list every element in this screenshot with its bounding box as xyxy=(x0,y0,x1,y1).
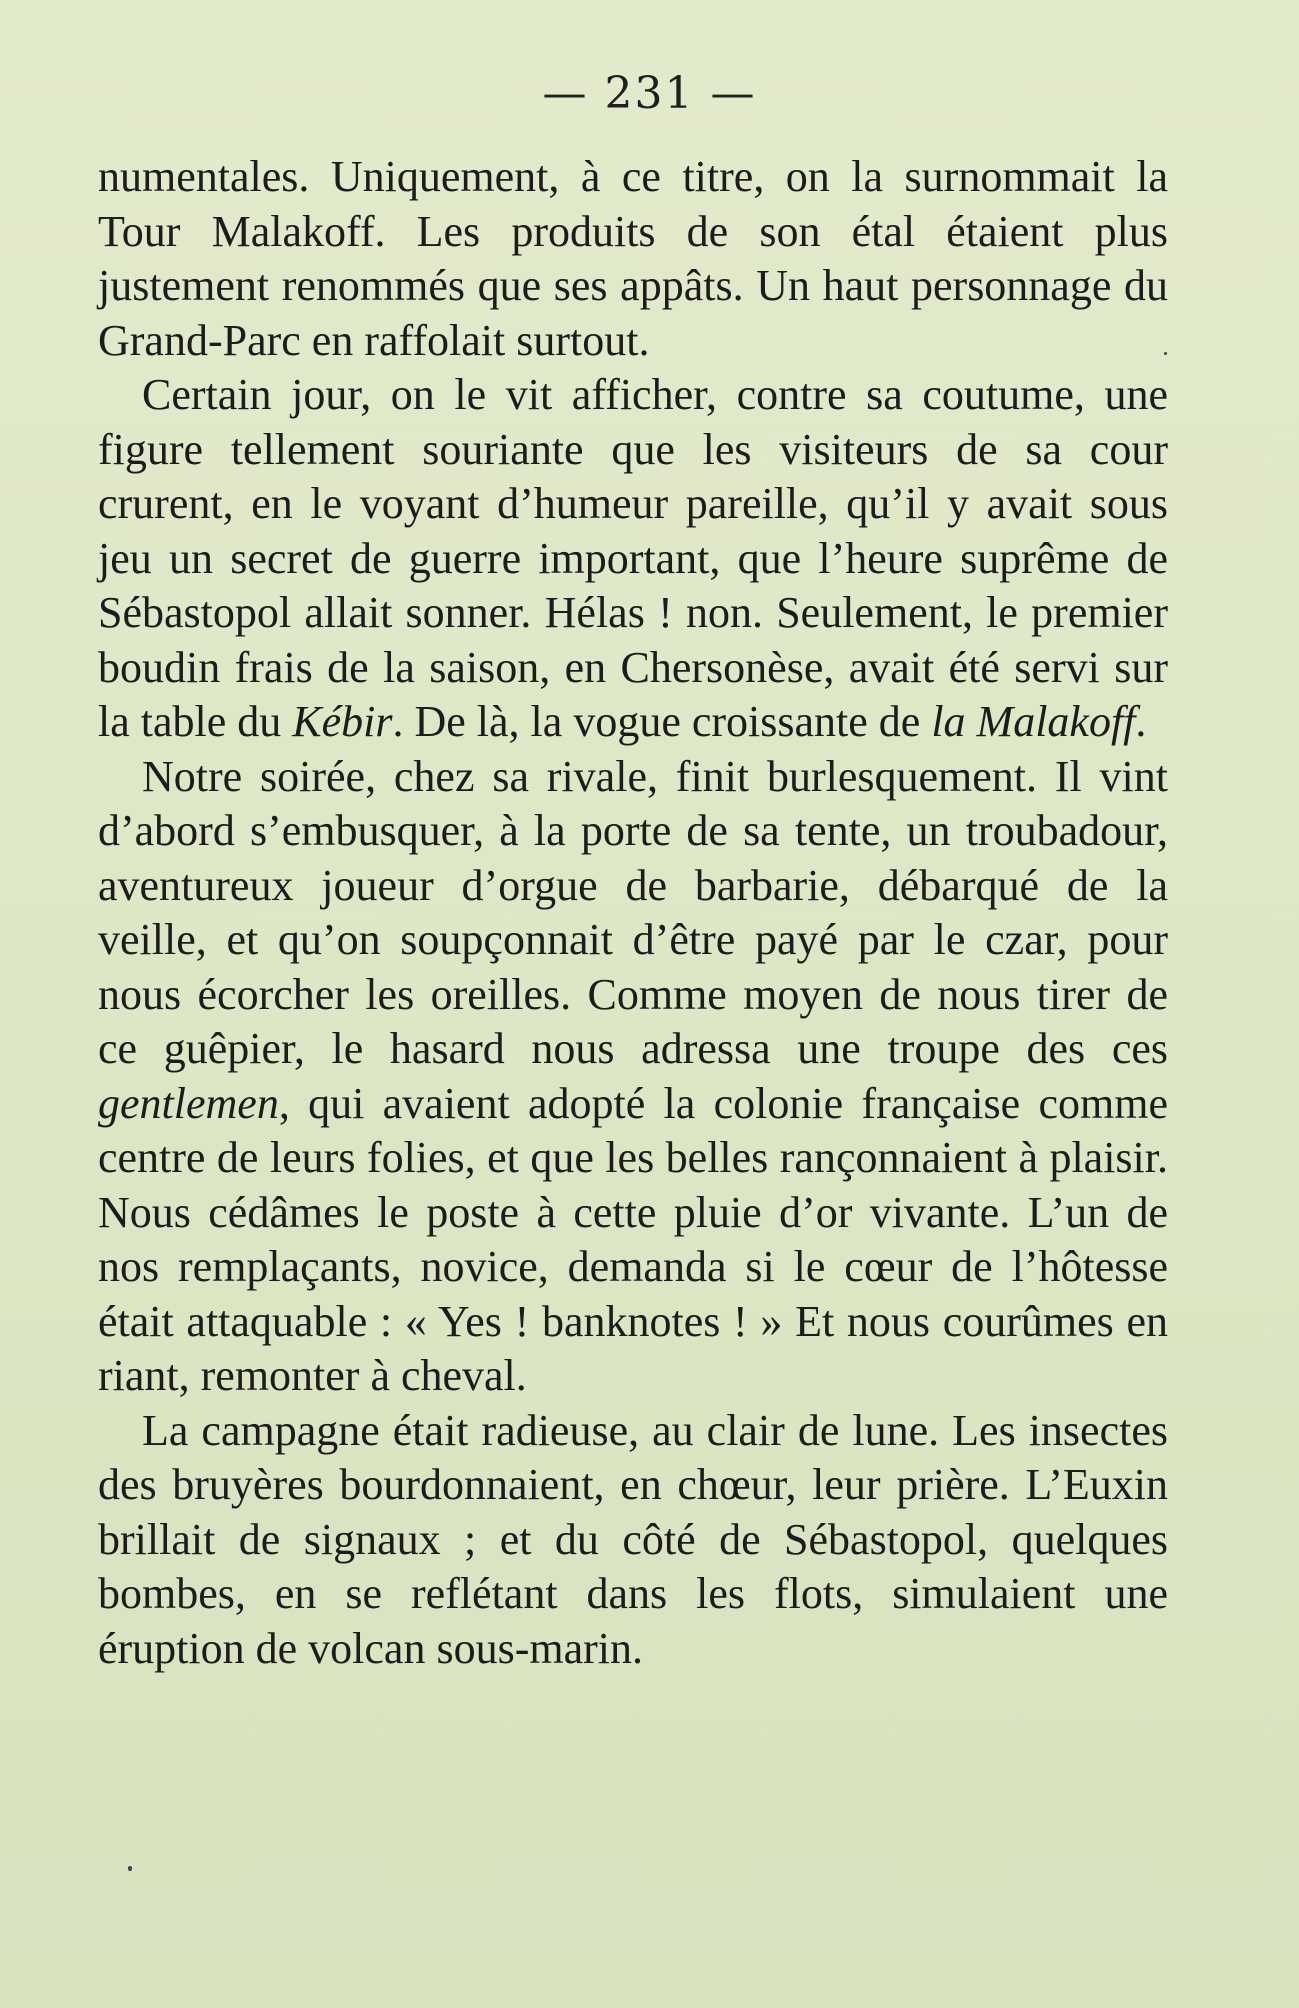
text-segment: numentales. Uniquement, à ce titre, on la surnommait la Tour Malakoff. Les produits de son étal étaient plus justement renommés que ses appâts. Un haut personnage du Grand-Parc en raffolait surtout. xyxy=(98,152,1168,365)
text-segment: La campagne était radieuse, au clair de lune. Les insectes des bruyères bourdonnaient, en chœur, leur prière. L’Euxin brillait de signaux ; et du côté de Sébastopol, quelques bombes, en se reflétant dans les flots, simulaient une éruption de volcan sous-marin. xyxy=(98,1405,1168,1673)
text-segment: , qui avaient adopté la colonie française comme centre de leurs folies, et que les belles rançonnaient à plaisir. Nous cédâmes le poste à cette pluie d’or vivante. L’un de nos remplaçants, novice, demanda si le cœur de l’hôtesse était attaquable : « Yes ! banknotes ! » Et nous courûmes en riant, remonter à cheval. xyxy=(98,1078,1168,1400)
paragraph xyxy=(98,1404,1168,1677)
text-segment: Certain jour, on le vit afficher, contre sa coutume, une figure tellement souriante que les visiteurs de sa cour crurent, en le voyant d’humeur pareille, qu’il y avait sous jeu un secret de guerre important, que l’heure suprême de Sébastopol allait sonner. Hélas ! non. Seulement, le premier boudin frais de la saison, en Chersonèse, avait été servi sur la table du xyxy=(98,370,1168,746)
paragraph xyxy=(98,368,1168,750)
page-number: — 231 — xyxy=(542,68,757,119)
body-text xyxy=(98,150,1168,1676)
text-segment: Notre soirée, chez sa rivale, finit burlesquement. Il vint d’abord s’embusquer, à la porte de sa tente, un troubadour, aventureux joueur d’orgue de barbarie, débarqué de la veille, et qu’on soupçonnait d’être payé par le czar, pour nous écorcher les oreilles. Comme moyen de nous tirer de ce guêpier, le hasard nous adressa une troupe des ces xyxy=(98,751,1168,1073)
italic-text-segment: Kébir xyxy=(292,697,393,746)
paragraph xyxy=(98,750,1168,1404)
paragraph xyxy=(98,150,1168,368)
ink-speck xyxy=(128,1866,132,1871)
text-segment: . xyxy=(1135,697,1147,746)
italic-text-segment: la Malakoff xyxy=(931,697,1136,746)
ink-speck xyxy=(1164,352,1167,355)
italic-text-segment: gentlemen xyxy=(98,1078,279,1128)
text-segment: . De là, la vogue croissante de xyxy=(392,697,932,746)
